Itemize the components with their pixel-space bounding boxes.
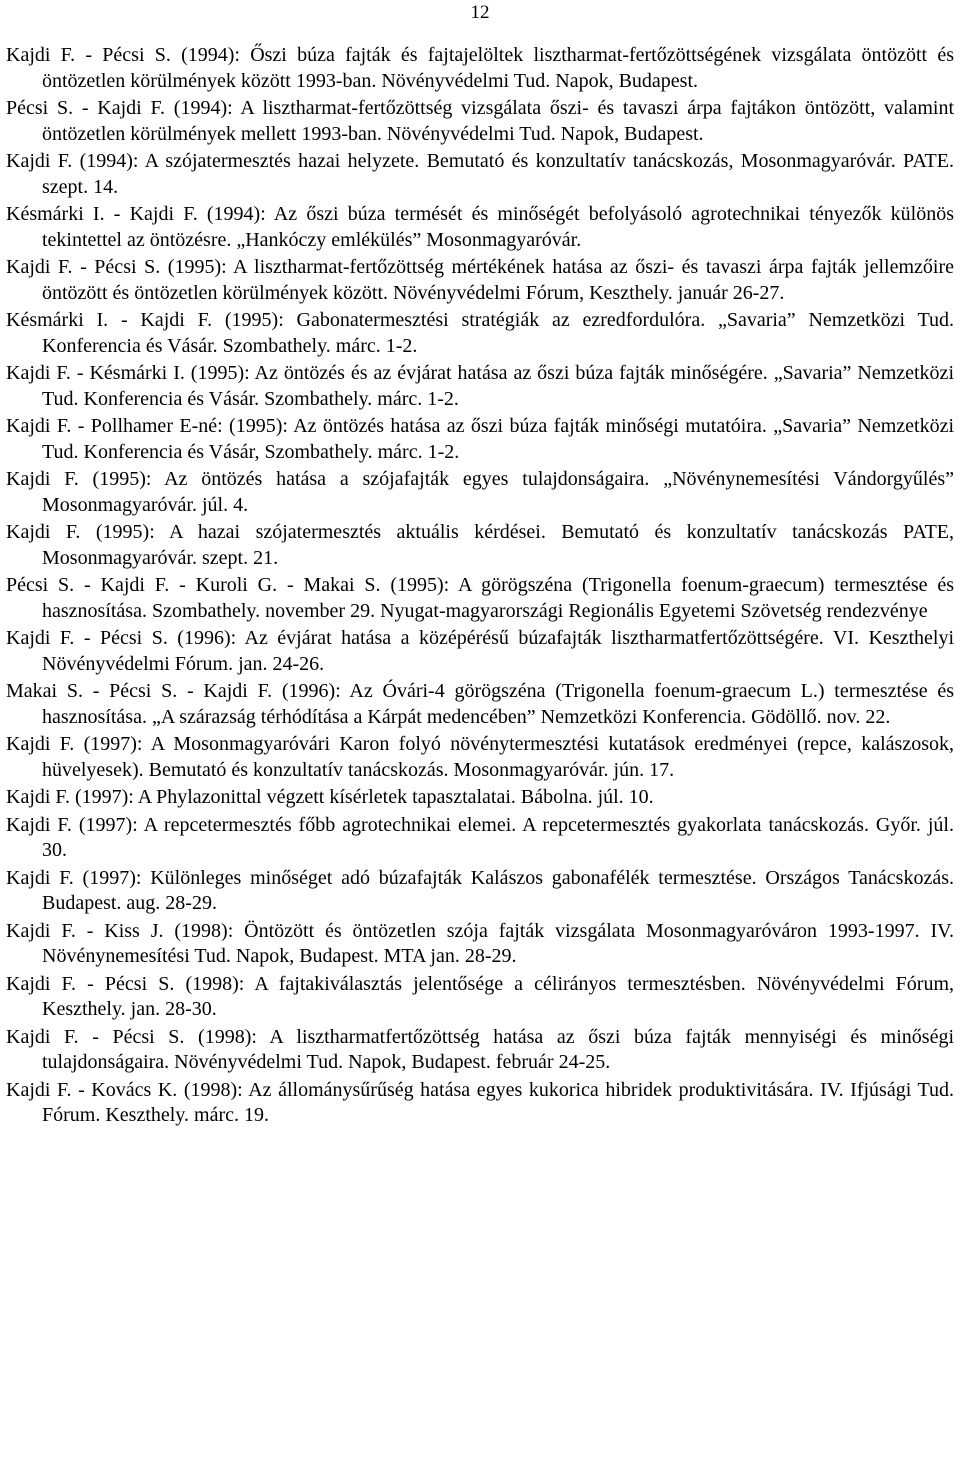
- reference-item: Kajdi F. - Pécsi S. (1996): Az évjárat hatása a középérésű búzafajták lisztharmatfertőzöttségére. VI. Keszthelyi Növényvédelmi Fórum. jan. 24-26.: [6, 627, 954, 675]
- reference-item: Kajdi F. (1997): A repcetermesztés főbb agrotechnikai elemei. A repcetermesztés gyakorlata tanácskozás. Győr. júl. 30.: [6, 813, 954, 861]
- reference-item: Kajdi F. - Pollhamer E-né: (1995): Az öntözés hatása az őszi búza fajták minőségi mutatóira. „Savaria” Nemzetközi Tud. Konferencia és Vásár, Szombathely. márc. 1-2.: [6, 415, 954, 463]
- reference-item: Kajdi F. (1994): A szójatermesztés hazai helyzete. Bemutató és konzultatív tanácskozás, Mosonmagyaróvár. PATE. szept. 14.: [6, 150, 954, 198]
- reference-item: Kajdi F. (1997): A Phylazonittal végzett kísérletek tapasztalatai. Bábolna. júl. 10.: [6, 786, 654, 808]
- reference-item: Kajdi F. (1995): Az öntözés hatása a szójafajták egyes tulajdonságaira. „Növénynemesítési Vándorgyűlés” Mosonmagyaróvár. júl. 4.: [6, 468, 954, 516]
- reference-item: Késmárki I. - Kajdi F. (1995): Gabonatermesztési stratégiák az ezredfordulóra. „Savaria” Nemzetközi Tud. Konferencia és Vásár. Szombathely. márc. 1-2.: [6, 309, 954, 357]
- reference-item: Kajdi F. - Pécsi S. (1998): A fajtakiválasztás jelentősége a célirányos termesztésben. Növényvédelmi Fórum, Keszthely. jan. 28-30.: [6, 972, 954, 1020]
- reference-item: Kajdi F. - Kiss J. (1998): Öntözött és öntözetlen szója fajták vizsgálata Mosonmagyaróváron 1993-1997. IV. Növénynemesítési Tud. Napok, Budapest. MTA jan. 28-29.: [6, 919, 954, 967]
- reference-item: Kajdi F. - Pécsi S. (1998): A lisztharmatfertőzöttség hatása az őszi búza fajták mennyiségi és minőségi tulajdonságaira. Növényvédelmi Tud. Napok, Budapest. február 24-25.: [6, 1025, 954, 1073]
- reference-item: Kajdi F. (1995): A hazai szójatermesztés aktuális kérdései. Bemutató és konzultatív tanácskozás PATE, Mosonmagyaróvár. szept. 21.: [6, 521, 954, 569]
- reference-item: Kajdi F. - Pécsi S. (1994): Őszi búza fajták és fajtajelöltek lisztharmat-fertőzöttségének vizsgálata öntözött és öntözetlen körülmények között 1993-ban. Növényvédelmi Tud. Napok, Budapest.: [6, 44, 954, 92]
- reference-item: Makai S. - Pécsi S. - Kajdi F. (1996): Az Óvári-4 görögszéna (Trigonella foenum-graecum L.) termesztése és hasznosítása. „A szárazság térhódítása a Kárpát medencében” Nemzetközi Konferencia. Gödöllő. nov. 22.: [6, 680, 954, 728]
- page-number: 12: [470, 2, 490, 23]
- reference-item: Kajdi F. - Kovács K. (1998): Az állománysűrűség hatása egyes kukorica hibridek produktivitására. IV. Ifjúsági Tud. Fórum. Keszthely. márc. 19.: [6, 1078, 954, 1126]
- reference-item: Kajdi F. - Késmárki I. (1995): Az öntözés és az évjárat hatása az őszi búza fajták minőségére. „Savaria” Nemzetközi Tud. Konferencia és Vásár. Szombathely. márc. 1-2.: [6, 362, 954, 410]
- reference-item: Kajdi F. (1997): Különleges minőséget adó búzafajták Kalászos gabonafélék termesztése. Országos Tanácskozás. Budapest. aug. 28-29.: [6, 866, 954, 914]
- reference-item: Késmárki I. - Kajdi F. (1994): Az őszi búza termését és minőségét befolyásoló agrotechnikai tényezők különös tekintettel az öntözésre. „Hankóczy emlékülés” Mosonmagyaróvár.: [6, 203, 954, 251]
- reference-item: Pécsi S. - Kajdi F. - Kuroli G. - Makai S. (1995): A görögszéna (Trigonella foenum-graecum) termesztése és hasznosítása. Szombathely. november 29. Nyugat-magyarországi Regionális Egyetemi Szövetség rendezvénye: [6, 574, 954, 622]
- reference-item: Kajdi F. - Pécsi S. (1995): A lisztharmat-fertőzöttség mértékének hatása az őszi- és tavaszi árpa fajták jellemzőire öntözött és öntözetlen körülmények között. Növényvédelmi Fórum, Keszthely. január 26-27.: [6, 256, 954, 304]
- reference-list: [6, 43, 954, 1131]
- reference-item: Kajdi F. (1997): A Mosonmagyaróvári Karon folyó növénytermesztési kutatások eredményei (repce, kalászosok, hüvelyesek). Bemutató és konzultatív tanácskozás. Mosonmagyaróvár. jún. 17.: [6, 733, 954, 781]
- reference-item: Pécsi S. - Kajdi F. (1994): A lisztharmat-fertőzöttség vizsgálata őszi- és tavaszi árpa fajtákon öntözött, valamint öntözetlen körülmények mellett 1993-ban. Növényvédelmi Tud. Napok, Budapest.: [6, 97, 954, 145]
